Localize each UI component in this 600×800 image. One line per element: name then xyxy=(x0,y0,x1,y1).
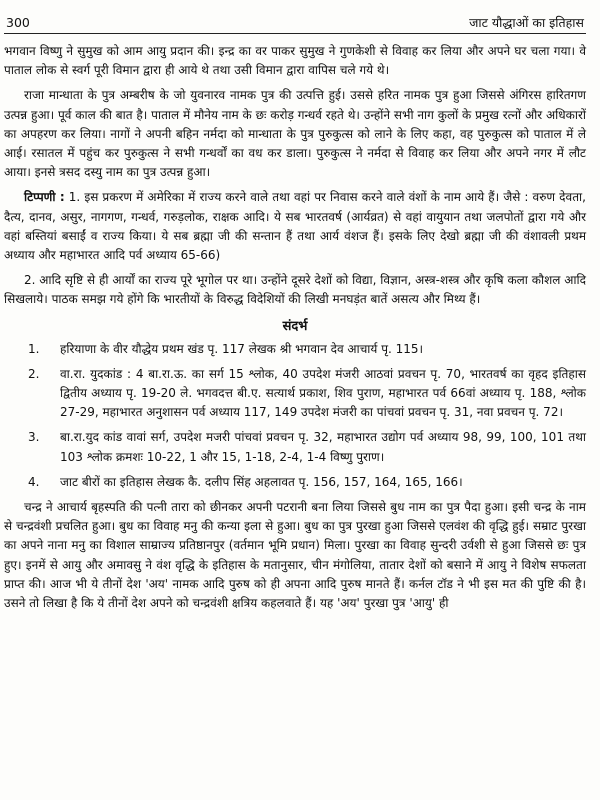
references-heading: संदर्भ xyxy=(282,318,308,334)
reference-text: हरियाणा के वीर यौद्धेय प्रथम खंड पृ. 117 लेखक श्री भगवान देव आचार्य पृ. 115। xyxy=(60,341,424,356)
reference-item xyxy=(4,473,586,492)
note-1-block xyxy=(4,188,586,265)
reference-item xyxy=(4,428,586,466)
note-label: टिप्पणी : xyxy=(24,190,65,205)
paragraph-1-block xyxy=(4,42,586,80)
reference-number: 3. xyxy=(28,430,40,445)
reference-text: वा.रा. युदकांड : 4 बा.रा.ऊ. का सर्ग 15 श्लोक, 40 उपदेश मंजरी आठवां प्रवचन पृ. 70, भारतवर्ष का वृहद इतिहास द्वितीय अध्याय पृ. 19-20 ले. भगवदत्त बी.ए. सत्यार्थ प्रकाश, शिव पुराण, महाभारत पर्व 66वां अध्याय पृ. 188, श्लोक 27-29, महाभारत अनुशासन पर्व अध्याय 117, 149 उपदेश मंजरी का पांचवां प्रवचन पृ. 31, नवा प्रवचन पृ. 72। xyxy=(60,366,586,420)
paragraph-2-block xyxy=(4,86,586,182)
book-title: जाट यौद्धाओं का इतिहास xyxy=(469,15,584,30)
reference-item xyxy=(4,365,586,423)
note-2-block xyxy=(4,271,586,309)
page-number: 300 xyxy=(6,15,30,30)
closing-paragraph-block xyxy=(4,498,586,613)
note-1 xyxy=(4,188,586,265)
paragraph-2: राजा मान्धाता के पुत्र अम्बरीष के जो युवनारव नामक पुत्र की उत्पत्ति हुई। उससे हरित नामक पुत्र हुआ जिससे अंगिरस हारितगण उत्पन्न हुआ। पूर्व काल की बात है। पाताल में मौनेय नाम के छः करोड़ गन्धर्व रहते थे। उन्होंने सभी नाग कुलों के प्रमुख रत्नों और अधिकारों का अपहरण कर लिया। नागों ने अपनी बहिन नर्मदा को मान्धाता के पुत्र पुरुकुत्स को लाने के लिए कहा, वह पुरुकुत्स को पाताल में ले आई। रसातल में पहुंच कर पुरुकुत्स ने सभी गन्धर्वों का वध कर डाला। पुरुकुत्स ने नर्मदा से विवाह कर लिया और अपने नगर में लौट आया। इनसे त्रसद दस्यु नाम का पुत्र उत्पन्न हुआ। xyxy=(4,88,586,180)
reference-number: 2. xyxy=(28,366,40,381)
page-header xyxy=(4,14,586,34)
closing-paragraph: चन्द्र ने आचार्य बृहस्पति की पत्नी तारा को छीनकर अपनी पटरानी बना लिया जिससे बुध नाम का पुत्र पैदा हुआ। इसी चन्द्र के नाम से चन्द्रवंशी प्रचलित हुआ। बुध का विवाह मनु की कन्या इला से हुआ। बुध का पुत्र पुरखा हुआ जिससे एलवंश की वृद्धि हुई। सम्राट पुरखा का अपने नाना मनु का विशाल साम्राज्य प्रतिष्ठानपुर (वर्तमान भूमि प्रधान) मिला। पुरखा का विवाह सुन्दरी उर्वशी से हुआ जिससे छः पुत्र हुए। इनमें से आयु और अमावसु ने वंश वृद्धि के इतिहास के मतानुसार, चीन मंगोलिया, तातार देशों को बसाने में आयु ने विशेष सफलता प्राप्त की। आज भी ये तीनों देश 'अय' नामक आदि पुरुष को ही अपना आदि पुरुष मानते हैं। कर्नल टॉड ने भी इस मत की पुष्टि की है। उसने तो लिखा है कि ये तीनों देश अपने को चन्द्रवंशी क्षत्रिय कहलवाते हैं। यह 'अय' पुरखा पुत्र 'आयु' ही xyxy=(4,500,586,611)
reference-number: 4. xyxy=(28,474,40,489)
reference-text: जाट बीरों का इतिहास लेखक कै. दलीप सिंह अहलावत पृ. 156, 157, 164, 165, 166। xyxy=(60,474,463,489)
reference-text: बा.रा.युद कांड वावां सर्ग, उपदेश मजरी पांचवां प्रवचन पृ. 32, महाभारत उद्योग पर्व अध्याय 98, 99, 100, 101 तथा 103 श्लोक क्रमशः 10-22, 1 और 15, 1-18, 2-4, 1-4 विष्णु पुराण। xyxy=(60,430,586,464)
reference-number: 1. xyxy=(28,341,40,356)
paragraph-1: भगवान विष्णु ने सुमुख को आम आयु प्रदान की। इन्द्र का वर पाकर सुमुख ने गुणकेशी से विवाह कर लिया और अपने घर चला गया। वे पाताल लोक से स्वर्ग पूरी विमान द्वारा ही आये थे तथा उसी विमान द्वारा वापिस चले गये थे। xyxy=(4,44,586,78)
note-2-text: 2. आदि सृष्टि से ही आर्यों का राज्य पूरे भूगोल पर था। उन्होंने दूसरे देशों को विद्या, विज्ञान, अस्त्र-शस्त्र और कृषि कला कौशल आदि सिखलाये। पाठक समझ गये होंगे कि भारतीयों के विरुद्ध विदेशियों की लिखी मनघड़ंत बातें असत्य और मिथ्य हैं। xyxy=(4,273,586,307)
note-1-text: 1. इस प्रकरण में अमेरिका में राज्य करने वाले तथा वहां पर निवास करने वाले वंशों के नाम आये हैं। जैसे : वरुण देवता, दैत्य, दानव, असुर, नागगण, गन्धर्व, गरुड़लोक, राक्षक आदि। ये सब भारतवर्ष (आर्यव्रत) से वहां वायुयान तथा जलपोतों द्वारा गये और वहां बस्तियां बसाईं व राज्य किया। ये सब ब्रह्मा जी की सन्तान हैं तथा आर्य वंशज हैं। इसके लिए देखो ब्रह्मा जी की वंशावली प्रथम अध्याय और महाभारत आदि पर्व अध्याय 65-66) xyxy=(4,190,586,263)
reference-item xyxy=(4,340,586,359)
